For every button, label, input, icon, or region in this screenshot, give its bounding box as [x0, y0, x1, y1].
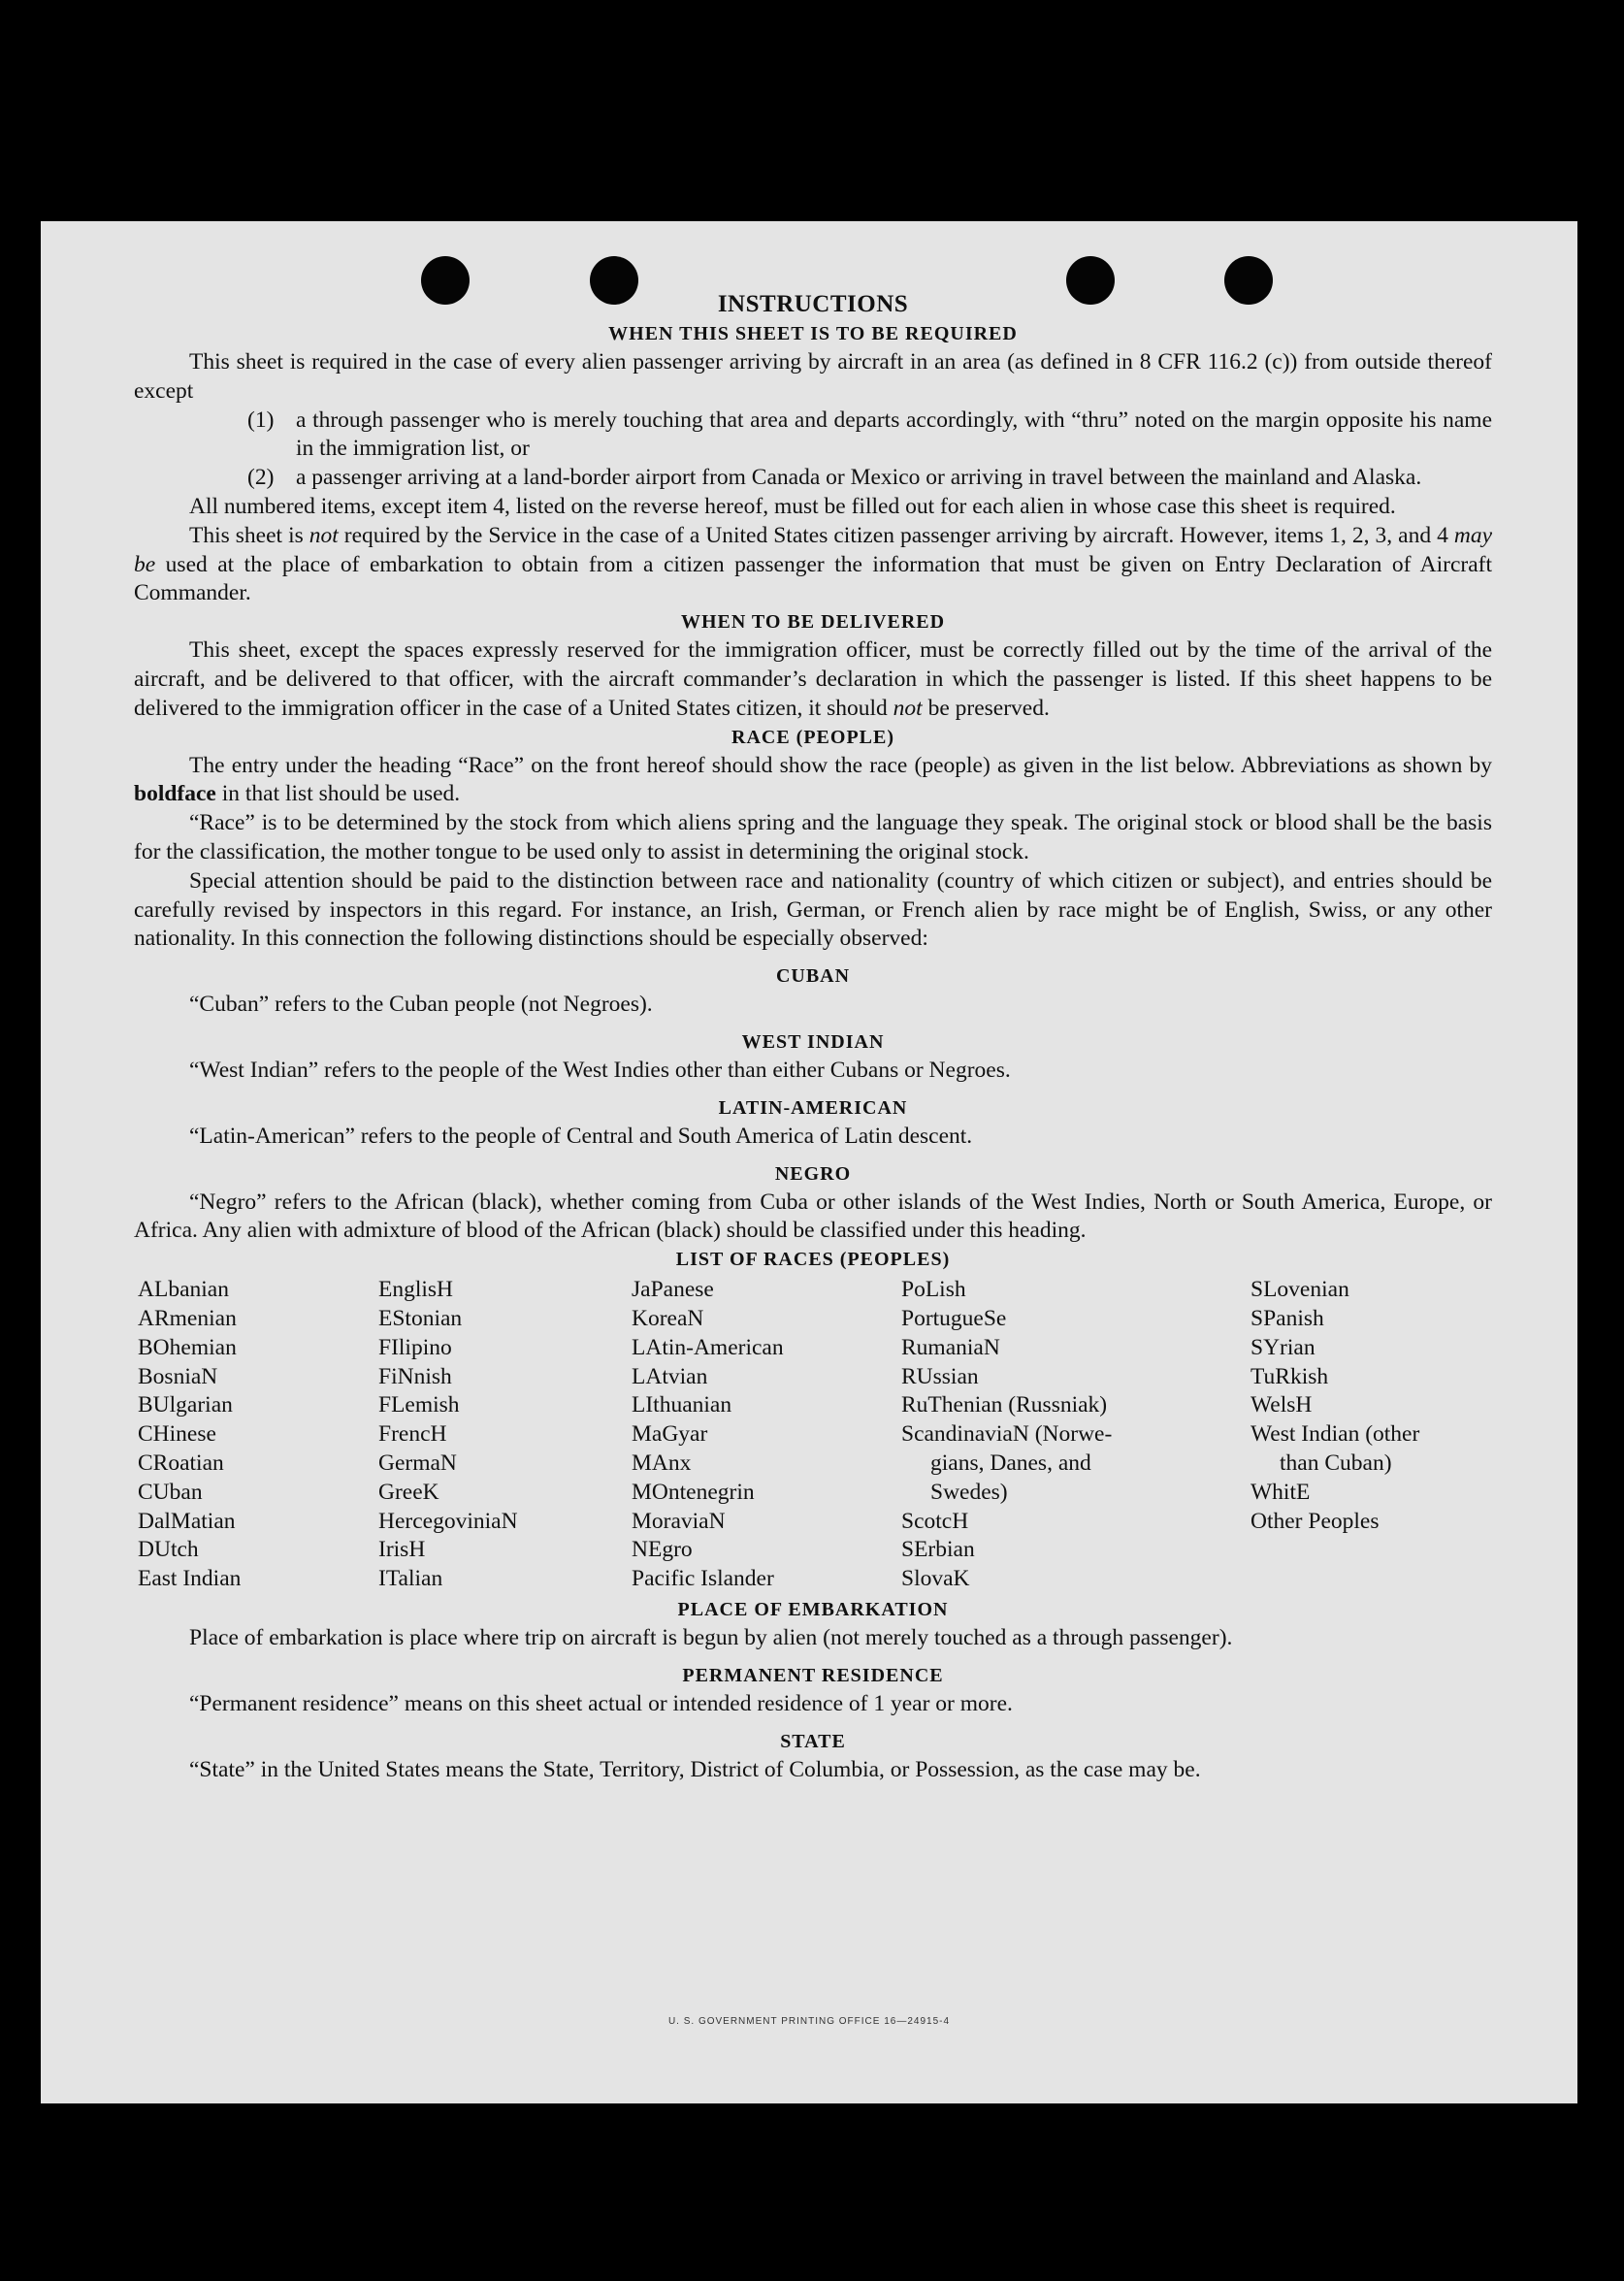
race-entry: West Indian (other — [1250, 1421, 1420, 1448]
race-entry: SYrian — [1250, 1334, 1315, 1360]
race-entry: MoraviaN — [632, 1508, 726, 1534]
race-entry: Pacific Islander — [632, 1566, 774, 1592]
race-entry: SPanish — [1250, 1305, 1324, 1331]
race-entry: FrencH — [378, 1421, 447, 1448]
intro-paragraph: This sheet is required in the case of every alien passenger arriving by aircraft in an area (as defined in 8 CFR 116.2 (c)) from outside thereof except — [134, 349, 1492, 404]
race-entry: SlovaK — [901, 1566, 970, 1592]
numbered-items-paragraph: All numbered items, except item 4, listed on the reverse hereof, must be filled out for each alien in whose case this sheet is required. — [189, 493, 1396, 519]
heading-cuban: CUBAN — [775, 965, 851, 988]
race-entry: gians, Danes, and — [930, 1450, 1091, 1476]
race-entry: MOntenegrin — [632, 1479, 755, 1505]
race-entry: GermaN — [378, 1450, 457, 1476]
instructions-content — [134, 289, 1492, 1785]
race-entry: WhitE — [1250, 1479, 1311, 1505]
race-entry: ARmenian — [138, 1305, 237, 1331]
race-entry: East Indian — [138, 1566, 242, 1592]
race-entry: BosniaN — [138, 1363, 218, 1389]
race-entry: NEgro — [632, 1537, 693, 1563]
item-number: (1) — [247, 407, 275, 433]
printing-office-footer: U. S. GOVERNMENT PRINTING OFFICE 16—24915-4 — [667, 2016, 951, 2027]
heading-state: STATE — [780, 1730, 846, 1752]
heading-when-delivered: WHEN TO BE DELIVERED — [680, 611, 946, 634]
race-entry: RUssian — [901, 1363, 979, 1389]
race-paragraph-1: The entry under the heading “Race” on the front hereof should show the race (people) as given in the list below. Abbreviations as shown by boldface in that list should be used. — [134, 752, 1492, 807]
race-column — [1250, 1276, 1419, 1536]
page-title: INSTRUCTIONS — [717, 291, 909, 317]
item-number: (2) — [247, 465, 275, 491]
race-entry: LIthuanian — [632, 1392, 732, 1418]
citizen-paragraph: This sheet is not required by the Service in the case of a United States citizen passenger arriving by aircraft. However, items 1, 2, 3, and 4 may be used at the place of embarkation to obtain from a citizen passenger the information that must be given on Entry Declaration of Aircraft Commander. — [134, 522, 1492, 606]
race-entry: EStonian — [378, 1305, 463, 1331]
race-entry: IrisH — [378, 1537, 426, 1563]
race-entry: FIlipino — [378, 1334, 452, 1360]
negro-paragraph: “Negro” refers to the African (black), whether coming from Cuba or other islands of the West Indies, North or South America, Europe, or Africa. Any alien with admixture of blood of the African (black) should be classified under this heading. — [134, 1189, 1492, 1244]
race-entry: Swedes) — [930, 1479, 1008, 1505]
race-entry: LAtin-American — [632, 1334, 784, 1360]
race-entry: RuThenian (Russniak) — [901, 1392, 1108, 1418]
race-entry: FiNnish — [378, 1363, 452, 1389]
heading-list-of-races: LIST OF RACES (PEOPLES) — [675, 1249, 951, 1271]
race-entry: than Cuban) — [1280, 1450, 1392, 1476]
race-entry: KoreaN — [632, 1305, 704, 1331]
race-entry: SLovenian — [1250, 1277, 1349, 1303]
race-entry: CRoatian — [138, 1450, 224, 1476]
race-entry: JaPanese — [632, 1277, 714, 1303]
race-entry: MAnx — [632, 1450, 692, 1476]
heading-race: RACE (PEOPLE) — [731, 726, 894, 748]
exception-item — [247, 407, 1492, 465]
race-column — [138, 1276, 241, 1594]
heading-negro: NEGRO — [774, 1162, 852, 1185]
state-paragraph: “State” in the United States means the State, Territory, District of Columbia, or Possession, as the case may be. — [189, 1756, 1201, 1782]
race-list — [134, 1276, 1492, 1596]
race-entry: PoLish — [901, 1277, 966, 1303]
heading-when-required: WHEN THIS SHEET IS TO BE REQUIRED — [608, 323, 1018, 344]
race-entry: LAtvian — [632, 1363, 708, 1389]
embarkation-paragraph: Place of embarkation is place where trip on aircraft is begun by alien (not merely touched as a through passenger). — [189, 1625, 1233, 1651]
race-entry: DalMatian — [138, 1508, 236, 1534]
west-indian-paragraph: “West Indian” refers to the people of the West Indies other than either Cubans or Negroes. — [189, 1057, 1011, 1083]
document-sheet — [41, 221, 1577, 2103]
race-entry: Other Peoples — [1250, 1508, 1380, 1534]
race-entry: ITalian — [378, 1566, 443, 1592]
race-column — [632, 1276, 784, 1594]
heading-embarkation: PLACE OF EMBARKATION — [677, 1599, 949, 1621]
race-entry: WelsH — [1250, 1392, 1313, 1418]
item-text: a through passenger who is merely touching that area and departs accordingly, with “thru” noted on the margin opposite his name in the immigration list, or — [296, 407, 1492, 462]
race-entry: CUban — [138, 1479, 203, 1505]
race-column — [901, 1276, 1112, 1594]
race-entry: TuRkish — [1250, 1363, 1329, 1389]
delivered-paragraph: This sheet, except the spaces expressly reserved for the immigration officer, must be correctly filled out by the time of the arrival of the aircraft, and be delivered to that officer, with the aircraft commander’s declaration in which the passenger is listed. If this sheet happens to be delivered to the immigration officer in the case of a United States citizen, it should not be preserved. — [134, 637, 1492, 721]
race-column — [378, 1276, 518, 1594]
race-entry: DUtch — [138, 1537, 199, 1563]
item-text: a passenger arriving at a land-border airport from Canada or Mexico or arriving in travel between the mainland and Alaska. — [296, 465, 1422, 491]
race-entry: MaGyar — [632, 1421, 708, 1448]
cuban-paragraph: “Cuban” refers to the Cuban people (not Negroes). — [189, 992, 653, 1018]
race-entry: HercegoviniaN — [378, 1508, 518, 1534]
race-entry: BUlgarian — [138, 1392, 233, 1418]
race-entry: CHinese — [138, 1421, 216, 1448]
race-entry: GreeK — [378, 1479, 439, 1505]
race-paragraph-2: “Race” is to be determined by the stock from which aliens spring and the language they speak. The original stock or blood shall be the basis for the classification, the mother tongue to be used only to assist in determining the original stock. — [134, 810, 1492, 864]
heading-latin-american: LATIN-AMERICAN — [718, 1096, 908, 1119]
race-entry: RumaniaN — [901, 1334, 1000, 1360]
exception-item — [247, 464, 1492, 493]
race-entry: FLemish — [378, 1392, 460, 1418]
latin-american-paragraph: “Latin-American” refers to the people of Central and South America of Latin descent. — [189, 1123, 973, 1149]
race-entry: SErbian — [901, 1537, 975, 1563]
race-entry: BOhemian — [138, 1334, 237, 1360]
race-entry: PortugueSe — [901, 1305, 1007, 1331]
heading-west-indian: WEST INDIAN — [741, 1030, 885, 1053]
heading-residence: PERMANENT RESIDENCE — [682, 1664, 944, 1686]
race-entry: EnglisH — [378, 1277, 454, 1303]
race-entry: ScandinaviaN (Norwe- — [901, 1421, 1113, 1448]
race-entry: ScotcH — [901, 1508, 969, 1534]
residence-paragraph: “Permanent residence” means on this sheet actual or intended residence of 1 year or more. — [189, 1690, 1013, 1716]
race-entry: ALbanian — [138, 1277, 229, 1303]
race-paragraph-3: Special attention should be paid to the distinction between race and nationality (country of which citizen or subject), and entries should be carefully revised by inspectors in this regard. For instance, an Irish, German, or French alien by race might be of English, Swiss, or any other nationality. In this connection the following distinctions should be especially observed: — [134, 867, 1492, 952]
